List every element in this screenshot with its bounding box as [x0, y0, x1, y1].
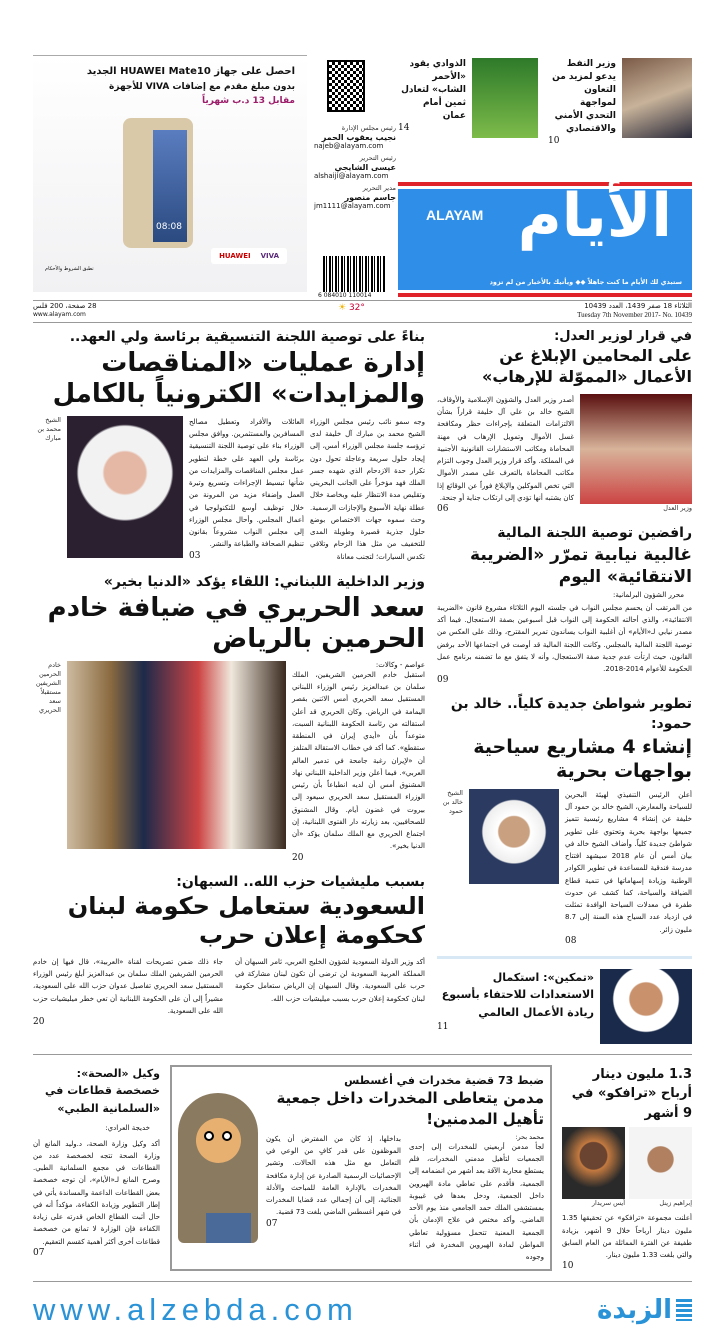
ad-line3: مقابل 13 د.ب شهرياً [201, 96, 295, 106]
ad-terms: تطبق الشروط والأحكام [45, 266, 94, 272]
s8-caption-1: إبراهيم زينل [659, 1199, 692, 1208]
s2-body-2: العائلات والأفراد وتعطيل مصالح المسافرين والمستثمرين. ووافق مجلس الوزراء بناء على توصية اللجنة التنسيقية برئاسة ولي العهد على خطة لتطوير عمل مجلس المناقصات والمزايدات من شأنها تبسيط الإجراءات وتسريع وتيرة العمل وإضفاء مزيد من المرونة من خلال توظيف أوسع للتكنولوجيا في أعمال المجلس. وأحال مجلس الوزراء إلى مجلس النواب مشروعاً بقانون تنظيم الصحافة والطباعة والنشر. [189, 417, 304, 549]
cartoon-illustration [178, 1093, 258, 1243]
phone-image [123, 118, 193, 248]
staff-role: رئيس مجلس الإدارة [341, 124, 396, 132]
s2-page: 03 [189, 550, 201, 561]
s6-headline[interactable]: السعودية ستعامل حكومة لبنان كحكومة إعلان حرب [67, 892, 425, 950]
huawei-ad[interactable] [33, 55, 307, 292]
s1-body: أصدر وزير العدل والشؤون الإسلامية والأوقاف، الشيخ خالد بن علي آل خليفة قراراً بشأن الالتزامات المتعلقة بإجراءات حظر ومكافحة غسل الأموال وتمويل الإرهاب في مهنة المحاماة ومكاتب الاستشارات القانونية الأجنبية في المملكة. وأكد قرار وزير العدل وجوب التزام مكاتب المحاماة بالتعرف على مصدر الأموال التي تخص الموكلين والإبلاغ فوراً عن الوقائع إذا كان يشتبه أنها تؤدي إلى ارتكاب جناية أو جنحة. [437, 395, 574, 502]
s10-byline: خديجة العرادي: [105, 1123, 150, 1132]
staff-name: جاسم منصور [344, 193, 396, 203]
s3-byline: محرر الشؤون البرلمانية: [613, 590, 684, 599]
teaser-photo [622, 58, 692, 138]
staff-email: jm1111@alayam.com [314, 202, 391, 211]
s1-kicker: في قرار لوزير العدل: [554, 329, 692, 344]
s3-headline[interactable]: غالبية نيابية تمرّر «الضريبة الانتقائية» اليوم [470, 544, 692, 587]
s9-kicker: ضبط 73 قضية مخدرات في أغسطس [344, 1073, 544, 1087]
s8-body: أعلنت مجموعة «ترافكو» عن تحقيقها 1.35 مليون دينار أرباحاً خلال 9 أشهر، بزيادة طفيفة عن الفترة المماثلة من العام السابق والتي بلغت 1.33 مليون دينار. [562, 1214, 692, 1260]
qr-code[interactable] [327, 60, 365, 112]
s8-caption-2: أيس سريدار [591, 1199, 625, 1208]
s10-page: 07 [33, 1247, 45, 1258]
s7-headline[interactable]: «تمكين»: استكمال الاستعدادات للاحتفاء بأسبوع ريادة الأعمال العالمي [441, 970, 594, 1020]
page-count-price: 28 صفحة، 200 فلس [33, 302, 97, 310]
s5 [437, 695, 692, 946]
s8-photo-1 [629, 1127, 692, 1199]
staff-email: alshaiji@alayam.com [314, 172, 389, 181]
s4-kicker: وزير الداخلية اللبناني: اللقاء يؤكد «الدنيا بخير» [103, 573, 425, 590]
s2-photo [67, 416, 183, 558]
s1-page: 06 [437, 504, 449, 515]
s9-page: 07 [266, 1218, 278, 1229]
s10-headline[interactable]: وكيل «الصحة»: خصخصة قطاعات في «السلمانية الطبي» [45, 1066, 160, 1116]
s9-box[interactable] [170, 1065, 552, 1271]
ad-line1: احصل على جهاز HUAWEI Mate10 الجديد [86, 66, 295, 77]
sun-icon: ☀ [338, 303, 347, 313]
staff-role: رئيس التحرير [359, 154, 396, 163]
masthead-latin: ALAYAM [426, 207, 484, 223]
s9-headline: مدمن يتعاطى المخدرات داخل جمعية تأهيل المدمنين! [276, 1089, 544, 1128]
phone-time: 08:08 [156, 222, 182, 232]
s6-kicker: بسبب مليشيات حزب الله.. السبهان: [176, 873, 425, 890]
s8-headline[interactable]: 1.3 مليون دينار أرباح «ترافكو» في 9 أشهر [571, 1066, 692, 1121]
s5-kicker: تطوير شواطئ جديدة كلياً.. خالد بن حمود: [450, 696, 692, 732]
teaser-page: 10 [548, 136, 560, 147]
staff-role: مدير التحرير [362, 184, 396, 193]
s2-kicker: بناءً على توصية اللجنة التنسيقية برئاسة ولي العهد.. [69, 329, 425, 345]
s1-headline[interactable]: على المحامين الإبلاغ عن الأعمال «المموّلة للإرهاب» [482, 346, 692, 386]
s5-body: أعلن الرئيس التنفيذي لهيئة البحرين للسياحة والمعارض، الشيخ خالد بن حمود آل خليفة عن إنشاء 4 مشاريع رئيسية تتميز جميعها بواجهة بحرية وتحتوي على تطوير شواطئ جديدة كلياً. وأضاف الشيخ خالد في بيان أمس أن عام 2018 سيشهد افتتاح مدرسة فندقية للمساعدة في تطوير الكوادر الوطنية وزيادة إسهاماتها في تنمية قطاع الضيافة والسياحة، كما كشف عن حدوث طفرة في معدلات السياحة الوافدة تمثلت في ازدياد عدد السياح هذه السنة إلى 8.7 مليون زائر. [565, 790, 692, 934]
teaser-page: 14 [398, 123, 410, 134]
staff-name: عيسى الشايجي [334, 163, 396, 173]
barcode [323, 256, 385, 292]
s10-body: أكد وكيل وزارة الصحة، د.وليد المانع أن وزارة الصحة تتجه لخصخصة عدد من القطاعات في مجمع السلمانية الطبي. وصرح المانع لـ«الأيام»، أن توجه خصخصة بعض القطاعات الداعمة والمساندة يأتي في إطار التطوير وزيادة الكفاءة، مؤكداً أنه في حال أثبت القطاع الخاص قدرته على زيادة الكفاءة فإن الوزارة لا تمانع من خصخصة قطاعات أخرى أكثر أهمية كقسم التعقيم. [33, 1139, 160, 1246]
s5-page: 08 [565, 935, 577, 946]
viva-logo: VIVA [260, 252, 279, 260]
s10 [33, 1065, 160, 1258]
s9-body-2: بداخلها، إذ كان من المفترض أن يكون الموظفون على قدر كافٍ من الوعي في التعامل مع مثل هذه الحالات. وتشير الإحصائيات الرسمية الصادرة عن إدارة مكافحة المخدرات بالإدارة العامة للمباحث والأدلة الجنائية، إلى أن إجمالي عدد قضايا المخدرات في شهر أغسطس الماضي بلغت 73 قضية. [266, 1134, 401, 1217]
teaser-1[interactable] [548, 58, 692, 146]
s8-page: 10 [562, 1261, 574, 1272]
s1 [437, 328, 692, 514]
s6-body-2: جاء ذلك ضمن تصريحات لقناة «العربية»، قال فيها إن خادم الحرمين الشريفين الملك سلمان بن عبدالعزيز أبلغ رئيس الوزراء المستقيل سعد الحريري تفاصيل عدوان حزب الله على السعودية، مشيراً إلى أن على الحكومة اللبنانية أن تعي خطر ميليشيات حزب الله على السعودية. [33, 957, 223, 1015]
date-arabic: الثلاثاء 18 صفر 1439، العدد 10439 [584, 302, 692, 310]
masthead-motto: ستبدي لك الأيام ما كنت جاهلاً ◆◆ ويأتيك بالأخبار من لم تزود [489, 278, 682, 286]
lines-icon [676, 1299, 692, 1321]
footer-logo-text: الزبدة [597, 1295, 672, 1326]
s3-page: 09 [437, 675, 449, 686]
s4-photo [67, 661, 286, 849]
s2-body-1: وجه سمو نائب رئيس مجلس الوزراء الشيخ محمد بن مبارك آل خليفة لدى ترؤسه جلسة مجلس الوزراء أمس، إلى إيجاد حلول سريعة وعاجلة تحول دون تكرار حدة الازدحام الذي شهده جسر الملك فهد مؤخراً على الجانب البحريني وتقليص مدة الانتظار عليه وبخاصة خلال عطلة نهاية الأسبوع والإجازات الرسمية. وحث سموه جهات الاختصاص بوضع حلول جذرية قصيرة وطويلة المدى للتخفيف من مثل هذا الزحام وتلافي تكدس السيارات؛ لتجنب معاناة [310, 417, 425, 561]
footer-logo [597, 1295, 692, 1325]
huawei-logo: HUAWEI [219, 252, 251, 260]
temperature: 32° [348, 303, 365, 313]
s7-photo [600, 969, 692, 1044]
s1-caption: وزير العدل [663, 503, 692, 512]
s6 [33, 873, 425, 1027]
s4-body: استقبل خادم الحرمين الشريفين، الملك سلمان بن عبدالعزيز رئيس الوزراء اللبناني المستقيل سعد الحريري أمس الاثنين بقصر اليمامة في الرياض. وكان الحريري قد أعلن استقالته من رئاسة الحكومة اللبنانية السبت، متوعداً بأن «أيدي إيران في المنطقة ستقطع». كما أكد في خطاب الاستقالة المتلفز أن «لإيران رغبة جامحة في تدمير العالم العربي». فيما أعلن وزير الداخلية اللبناني نهاد المشنوق أمس أن لديه انطباعاً بأن رئيس الوزراء المستقيل سعد الحريري سيعود إلى بيروت في غضون أيام. وقال المشنوق للصحافيين، بعد زيارته دار الفتوى اللبنانية، إن اجتماع الحريري مع الملك سلمان يؤكد «أن الدنيا بخير». [292, 670, 425, 851]
s9-body-1: لجأ مدمن أربعيني للمخدرات إلى إحدى الجمعيات لتأهيل مدمني المخدرات، فلم يستطع محاربة الآفة بعد أشهر من انضمامه إلى الجمعية، فأقدم على تعاطي مادة الهيروين داخل الجمعية، ودخل بعدها في غيبوبة بمستشفى الملك حمد الجامعي منذ يوم الأحد الماضي. وأكد مختص في علاج الإدمان بأن الجمعية المعنية تتحمل مسؤولية تعاطي المواطن لمادة الهيروين المخدرة في أثناء وجوده [409, 1142, 544, 1262]
s5-photo [469, 789, 559, 884]
s4-caption: خادم الحرمين الشريفين مستقبلاً سعد الحريري [35, 660, 61, 715]
s4-page: 20 [292, 852, 304, 863]
s2-headline[interactable]: إدارة عمليات «المناقصات والمزايدات» الكترونياً بالكامل [52, 347, 425, 409]
s6-body-1: أكد وزير الدولة السعودية لشؤون الخليج العربي، ثامر السبهان أن المملكة العربية السعودية لن ترضى أن تكون لبنان مشاركة في حرب على السعودية. وقال السبهان إن الرياض ستعامل حكومة لبنان كحكومة إعلان حرب بسبب ميليشيات حزب الله. [235, 957, 425, 1003]
s3-kicker: رافضين توصية اللجنة المالية [497, 525, 692, 542]
weather [338, 303, 365, 313]
ad-brands [211, 248, 287, 264]
masthead-logo: الأيام [517, 181, 672, 251]
date-english: Tuesday 7th November 2017- No. 10439 [577, 311, 692, 319]
footer-url[interactable]: www.alzebda.com [33, 1292, 358, 1328]
teaser-title: وزير النفط يدعو لمزيد من التعاون لمواجهة التحدي الأمني والاقتصادي [552, 59, 616, 135]
ad-line2: بدون مبلغ مقدم مع إضافات VIVA للأجهزة [109, 82, 295, 92]
s2 [33, 328, 425, 563]
staff-list [314, 124, 396, 210]
staff-name: نجيب يعقوب الحمر [321, 133, 396, 143]
staff-email: najeb@alayam.com [314, 142, 384, 151]
teaser-2[interactable] [398, 58, 538, 138]
s9-byline: محمد بحر: [515, 1132, 544, 1141]
s7-page: 11 [437, 1021, 449, 1032]
s4-headline[interactable]: سعد الحريري في ضيافة خادم الحرمين بالرياض [47, 592, 425, 654]
teaser-title: الذوادي يقود «الأحمر الشاب» لتعادل ثمين أمام عمان [401, 59, 466, 122]
barcode-number: 6 084010 110014 [318, 292, 372, 299]
s8-photo-2 [562, 1127, 625, 1199]
s3 [437, 524, 692, 685]
s4 [33, 573, 425, 863]
s3-body: من المرتقب أن يحسم مجلس النواب في جلسته اليوم الثلاثاء مشروع قانون «الضريبة الانتقائية»، والذي أحالته الحكومة إلى النواب قبل أسبوعين بصفة الاستعجال. فيما أكد مصدر نيابي لـ«الأيام» أن أغلبية النواب يساندون تمرير المقترح، وذلك على العكس من توصية اللجنة المالية بالمجلس. وكانت اللجنة المالية قد أوصت في اجتماعها الأحد برفض القانون، حيث ارتأت عدم جدية صفة الاستعجال، وأنه لا يتفق مع ما تضمنه برنامج عمل الحكومة للأعوام 2014-2018. [437, 603, 692, 674]
s6-page: 20 [33, 1017, 45, 1028]
s5-caption: الشيخ خالد بن حمود [442, 788, 463, 816]
s2-caption: الشيخ محمد بن مبارك [37, 415, 61, 443]
website: www.alayam.com [33, 311, 86, 318]
s8 [562, 1065, 692, 1272]
teaser-photo [472, 58, 538, 138]
s5-headline[interactable]: إنشاء 4 مشاريع سياحية بواجهات بحرية [473, 735, 692, 783]
s1-photo [580, 394, 692, 504]
s4-byline: عواصم - وكالات: [375, 660, 425, 669]
masthead[interactable] [398, 182, 692, 297]
s7 [437, 969, 692, 1044]
news-body [33, 328, 692, 1336]
